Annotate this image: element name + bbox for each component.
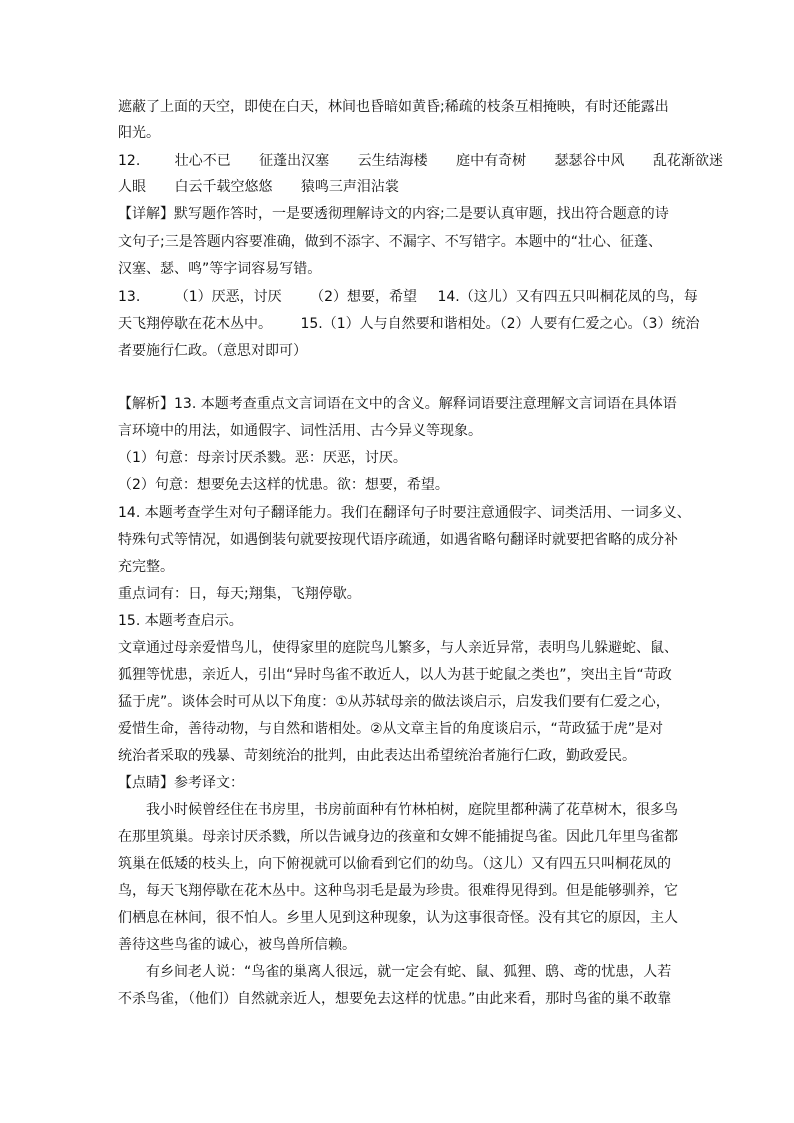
answer-item: 猿鸣三声泪沾裳: [300, 179, 399, 195]
answer-item: 征蓬出汉塞: [259, 153, 330, 169]
text-line: 鸟，每天飞翔停歇在花木丛中。这种鸟羽毛是最为珍贵。很难得见得到。但是能够驯养，它: [118, 883, 678, 899]
text-line: （2）句意：想要免去这样的忧患。欲：想要，希望。: [118, 477, 449, 493]
answer-13-14: [118, 286, 698, 308]
text-line: 14. 本题考查学生对句子翻译能力。我们在翻译句子时要注意通假字、词类活用、一词多义、: [118, 505, 691, 521]
text-line: 【解析】13. 本题考查重点文言词语在文中的含义。解释词语要注意理解文言词语在具体语: [118, 396, 677, 412]
text-line: 猛于虎”。谈体会时可从以下角度：①从苏轼母亲的做法谈启示，启发我们要有仁爱之心，: [118, 694, 670, 710]
answer-item: 云生结海楼: [357, 153, 428, 169]
text-line: 爱惜生命，善待动物，与自然和谐相处。②从文章主旨的角度谈启示，“苛政猛于虎”是对: [118, 721, 664, 737]
answer-item: 乱花渐欲迷: [652, 153, 723, 169]
answer-item: （2）想要，希望: [310, 289, 418, 305]
text-line: 文句子;三是答题内容要准确，做到不添字、不漏字、不写错字。本题中的“壮心、征蓬、: [118, 234, 662, 250]
answer-14-15: [118, 313, 699, 335]
question-number: 13.: [118, 289, 141, 305]
text-line: 15. 本题考查启示。: [118, 613, 243, 629]
answer-12-cont: [118, 176, 399, 198]
answer-item: 庭中有奇树: [456, 153, 527, 169]
answer-item: 人眼: [118, 179, 146, 195]
text-line: 重点词有：日，每天;翔集，飞翔停歇。: [118, 586, 361, 602]
text-line: 筑巢在低矮的枝头上，向下俯视就可以偷看到它们的幼鸟。（这儿）又有四五只叫桐花凤的: [118, 856, 671, 872]
text-line: 【详解】默写题作答时，一是要透彻理解诗文的内容;二是要认真审题，找出符合题意的诗: [118, 206, 669, 222]
answer-item: 瑟瑟谷中风: [554, 153, 625, 169]
text-line: 【点睛】参考译文：: [118, 775, 244, 791]
answer-item: 14.（这儿）又有四五只叫桐花凤的鸟，每: [437, 289, 698, 305]
answer-item: 白云千载空悠悠: [174, 179, 273, 195]
text-line: 阳光。: [118, 125, 160, 141]
text-line: 狐狸等忧患，亲近人，引出“异时鸟雀不敢近人，以人为甚于蛇鼠之类也”，突出主旨“苛政: [118, 667, 672, 683]
text-line: 言环境中的用法，如通假字、词性活用、古今异义等现象。: [118, 423, 482, 439]
text-line: 者要施行仁政。（意思对即可）: [118, 343, 307, 359]
text-line: 不杀鸟雀，（他们）自然就亲近人，想要免去这样的忧患。”由此来看，那时鸟雀的巢不敢靠: [118, 991, 672, 1007]
text-line: 在那里筑巢。母亲讨厌杀戮，所以告诫身边的孩童和女婢不能捕捉鸟雀。因此几年里鸟雀都: [118, 829, 678, 845]
answer-item: 15.（1）人与自然要和谐相处。（2）人要有仁爱之心。（3）统治: [300, 316, 700, 332]
question-number: 12.: [118, 153, 141, 169]
text-line: 善待这些鸟雀的诚心，被鸟兽所信赖。: [118, 937, 356, 953]
text-line: 汉塞、瑟、鸣”等字词容易写错。: [118, 261, 322, 277]
answer-item: 天飞翔停歇在花木丛中。: [118, 316, 272, 332]
answer-12: [118, 150, 723, 172]
text-line: 我小时候曾经住在书房里，书房前面种有竹林柏树，庭院里都种满了花草树木，很多鸟: [146, 802, 678, 818]
text-line: （1）句意：母亲讨厌杀戮。恶：厌恶，讨厌。: [118, 450, 407, 466]
text-line: 充完整。: [118, 559, 174, 575]
text-line: 文章通过母亲爱惜鸟儿，使得家里的庭院鸟儿繁多，与人亲近异常，表明鸟儿躲避蛇、鼠、: [118, 640, 678, 656]
text-line: 们栖息在林间，很不怕人。乡里人见到这种现象，认为这事很奇怪。没有其它的原因，主人: [118, 910, 678, 926]
text-line: 特殊句式等情况，如遇倒装句就要按现代语序疏通，如遇省略句翻译时就要把省略的成分补: [118, 532, 678, 548]
text-line: 有乡间老人说：“鸟雀的巢离人很远，就一定会有蛇、鼠、狐狸、鸱、鸢的忧患，人若: [146, 964, 672, 980]
answer-item: 壮心不已: [174, 153, 231, 169]
text-line: 统治者采取的残暴、苛刻统治的批判，由此表达出希望统治者施行仁政，勤政爱民。: [118, 748, 636, 764]
text-line: 遮蔽了上面的天空，即使在白天，林间也昏暗如黄昏;稀疏的枝条互相掩映，有时还能露出: [118, 99, 669, 115]
answer-item: （1）厌恶，讨厌: [174, 289, 282, 305]
